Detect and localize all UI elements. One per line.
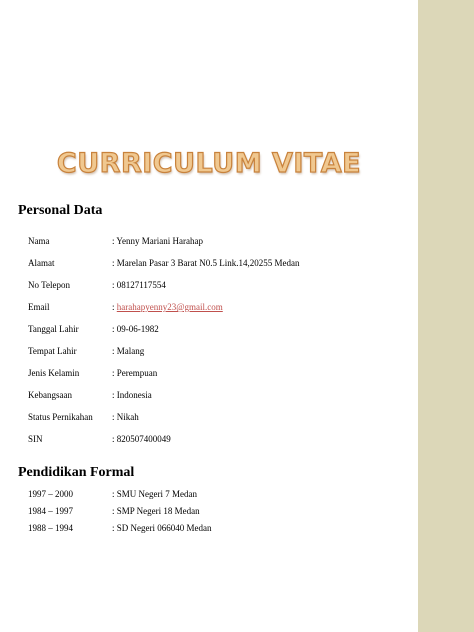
email-prefix: : — [112, 302, 117, 312]
personal-row-kebangsaan — [28, 390, 152, 400]
personal-row-nama — [28, 236, 203, 246]
row-value: : Nikah — [112, 412, 139, 422]
personal-row-tanggal-lahir — [28, 324, 159, 334]
education-row — [28, 489, 197, 499]
row-label: Kebangsaan — [28, 390, 72, 400]
education-years: 1988 – 1994 — [28, 523, 73, 533]
row-value: : Marelan Pasar 3 Barat N0.5 Link.14,20255 Medan — [112, 258, 300, 268]
row-label: Tempat Lahir — [28, 346, 77, 356]
row-value: : Perempuan — [112, 368, 158, 378]
email-link[interactable]: harahapyenny23@gmail.com — [116, 302, 223, 312]
personal-data-heading: Personal Data — [18, 203, 103, 218]
education-school: : SMU Negeri 7 Medan — [112, 489, 197, 499]
row-value: : 820507400049 — [112, 434, 171, 444]
row-label: Status Pernikahan — [28, 412, 93, 422]
row-label: Nama — [28, 236, 50, 246]
education-years: 1984 – 1997 — [28, 506, 73, 516]
row-label: Email — [28, 302, 50, 312]
decorative-side-band — [418, 0, 474, 632]
row-value: : Malang — [112, 346, 145, 356]
personal-row-sin — [28, 434, 171, 444]
page-title: CURRICULUM VITAE — [56, 148, 362, 179]
education-school: : SMP Negeri 18 Medan — [112, 506, 200, 516]
row-label: No Telepon — [28, 280, 70, 290]
personal-row-email — [28, 302, 223, 312]
education-row — [28, 523, 211, 533]
education-school: : SD Negeri 066040 Medan — [112, 523, 212, 533]
personal-row-telepon — [28, 280, 166, 290]
row-value — [112, 302, 223, 312]
row-label: SIN — [28, 434, 43, 444]
row-label: Jenis Kelamin — [28, 368, 80, 378]
row-label: Alamat — [28, 258, 55, 268]
education-years: 1997 – 2000 — [28, 489, 73, 499]
personal-row-tempat-lahir — [28, 346, 144, 356]
education-row — [28, 506, 200, 516]
pendidikan-formal-heading: Pendidikan Formal — [18, 465, 135, 480]
personal-row-status — [28, 412, 139, 422]
row-value: : Yenny Mariani Harahap — [112, 236, 203, 246]
row-value: : 08127117554 — [112, 280, 166, 290]
row-value: : Indonesia — [112, 390, 152, 400]
row-label: Tanggal Lahir — [28, 324, 79, 334]
row-value: : 09-06-1982 — [112, 324, 159, 334]
personal-row-jenis-kelamin — [28, 368, 157, 378]
personal-row-alamat — [28, 258, 299, 268]
